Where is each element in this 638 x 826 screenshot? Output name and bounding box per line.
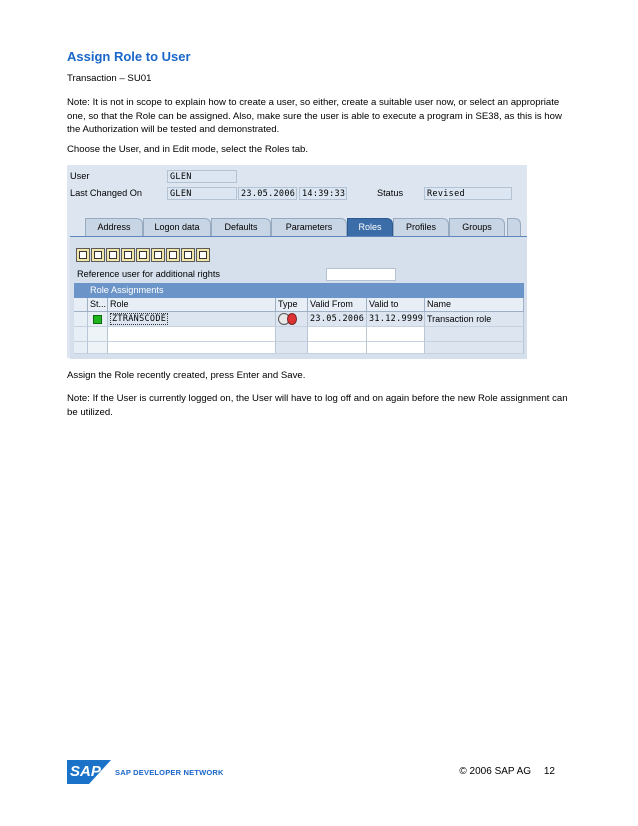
footer-copyright: © 2006 SAP AG 12 bbox=[459, 766, 555, 777]
note-paragraph-1: Note: It is not in scope to explain how to create a user, so either, create a suitable user now, or select an appropriate one, so that the Role can be assigned. Also, make sure the user is able to execute a program in SE38, as this is how the Authorization will be tested and demonstrated. bbox=[67, 97, 562, 135]
empty-cell bbox=[276, 327, 308, 342]
row-selector-header[interactable] bbox=[74, 298, 88, 312]
col-header-name[interactable]: Name bbox=[425, 298, 524, 312]
sap-logo bbox=[67, 760, 224, 789]
reference-user-input[interactable] bbox=[326, 268, 396, 281]
toolbar-button-5-icon[interactable] bbox=[136, 248, 150, 262]
sap-user-maintenance-screenshot bbox=[67, 165, 527, 358]
role-assignments-title: Role Assignments bbox=[74, 283, 524, 298]
user-label: User bbox=[70, 171, 90, 181]
page-number: 12 bbox=[543, 766, 555, 777]
last-changed-time-field: 14:39:33 bbox=[299, 187, 347, 200]
empty-cell bbox=[425, 327, 524, 342]
toolbar-button-4-icon[interactable] bbox=[121, 248, 135, 262]
empty-cell[interactable] bbox=[308, 342, 367, 354]
empty-role-input[interactable] bbox=[108, 342, 276, 354]
role-type-icon bbox=[287, 313, 297, 325]
tab-profiles[interactable]: Profiles bbox=[393, 218, 449, 236]
tab-scroll-icon[interactable] bbox=[507, 218, 521, 236]
empty-cell[interactable] bbox=[367, 342, 425, 354]
col-header-valid-from[interactable]: Valid From bbox=[308, 298, 367, 312]
toolbar-button-7-icon[interactable] bbox=[166, 248, 180, 262]
col-header-role[interactable]: Role bbox=[108, 298, 276, 312]
toolbar-button-3-icon[interactable] bbox=[106, 248, 120, 262]
empty-role-input[interactable] bbox=[108, 327, 276, 342]
section-heading: Assign Role to User bbox=[67, 49, 191, 64]
row-selector[interactable] bbox=[74, 342, 88, 354]
empty-cell[interactable] bbox=[308, 327, 367, 342]
tab-roles[interactable]: Roles bbox=[347, 218, 393, 236]
last-changed-label: Last Changed On bbox=[70, 188, 143, 198]
tab-parameters[interactable]: Parameters bbox=[271, 218, 347, 236]
row-selector[interactable] bbox=[74, 312, 88, 327]
tab-address[interactable]: Address bbox=[85, 218, 143, 236]
status-green-icon bbox=[93, 315, 102, 324]
row-selector[interactable] bbox=[74, 327, 88, 342]
transaction-line: Transaction – SU01 bbox=[67, 73, 152, 84]
toolbar-button-2-icon[interactable] bbox=[91, 248, 105, 262]
empty-cell[interactable] bbox=[367, 327, 425, 342]
toolbar-button-1-icon[interactable] bbox=[76, 248, 90, 262]
sap-logo-text: SAP bbox=[70, 763, 101, 780]
empty-cell bbox=[276, 342, 308, 354]
empty-cell bbox=[88, 342, 108, 354]
col-header-status[interactable]: St... bbox=[88, 298, 108, 312]
name-cell: Transaction role bbox=[425, 312, 524, 327]
col-header-type[interactable]: Type bbox=[276, 298, 308, 312]
instruction-paragraph-2: Assign the Role recently created, press Enter and Save. bbox=[67, 370, 306, 381]
toolbar-button-8-icon[interactable] bbox=[181, 248, 195, 262]
reference-user-label: Reference user for additional rights bbox=[77, 269, 220, 279]
empty-cell bbox=[425, 342, 524, 354]
last-changed-date-field: 23.05.2006 bbox=[238, 187, 297, 200]
tab-groups[interactable]: Groups bbox=[449, 218, 505, 236]
status-cell bbox=[88, 312, 108, 327]
tab-defaults[interactable]: Defaults bbox=[211, 218, 271, 236]
role-cell[interactable]: ZTRANSCODE bbox=[108, 312, 276, 327]
col-header-valid-to[interactable]: Valid to bbox=[367, 298, 425, 312]
last-changed-by-field: GLEN bbox=[167, 187, 237, 200]
tab-strip bbox=[67, 218, 527, 236]
note-paragraph-2: Note: If the User is currently logged on, the User will have to log off and on again before the new Role assignment can be utilized. bbox=[67, 393, 568, 418]
status-label: Status bbox=[377, 188, 404, 198]
tab-logon-data[interactable]: Logon data bbox=[143, 218, 211, 236]
toolbar-button-6-icon[interactable] bbox=[151, 248, 165, 262]
instruction-paragraph-1: Choose the User, and in Edit mode, select the Roles tab. bbox=[67, 144, 309, 155]
developer-network-text: SAP DEVELOPER NETWORK bbox=[115, 768, 224, 777]
empty-cell bbox=[88, 327, 108, 342]
type-cell bbox=[276, 312, 308, 327]
valid-from-cell[interactable]: 23.05.2006 bbox=[308, 312, 367, 327]
status-field: Revised bbox=[424, 187, 512, 200]
user-field[interactable]: GLEN bbox=[167, 170, 237, 183]
toolbar-button-9-icon[interactable] bbox=[196, 248, 210, 262]
roles-panel bbox=[70, 236, 527, 359]
valid-to-cell[interactable]: 31.12.9999 bbox=[367, 312, 425, 327]
